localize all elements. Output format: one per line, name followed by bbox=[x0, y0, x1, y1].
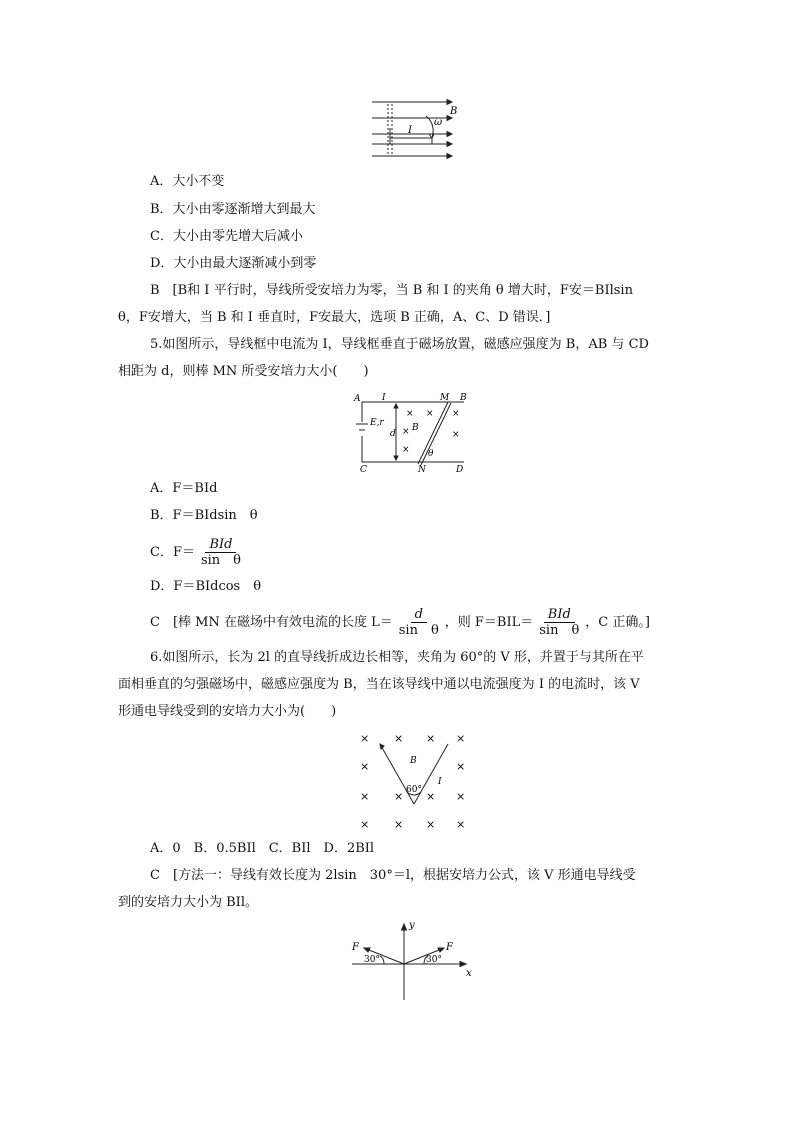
q5-answer-fraction-1 bbox=[395, 607, 443, 638]
q6-fig-cross: × bbox=[360, 760, 370, 773]
q5-fig-label-n: N bbox=[418, 465, 426, 472]
q5-answer-fraction-2 bbox=[535, 607, 583, 638]
q6-force-angle-right: 30° bbox=[426, 955, 442, 965]
q5-stem-line-1: 5.如图所示，导线框中电流为 I，导线框垂直于磁场放置，磁感应强度为 B，AB 与 CD bbox=[150, 337, 649, 352]
q5-answer-post: ，C 正确。] bbox=[585, 615, 650, 630]
q5-fig-cross: × bbox=[452, 430, 460, 440]
q6-fig-label-b: B bbox=[410, 756, 417, 766]
q6-force-label-left: F bbox=[352, 942, 359, 953]
q5-answer-num-1: d bbox=[411, 607, 427, 623]
q4-fig-label-i: I bbox=[408, 125, 412, 136]
q6-fig-cross: × bbox=[360, 790, 370, 803]
q6-stem-line-3: 形通电导线受到的安培力大小为( ) bbox=[118, 704, 337, 719]
q6-answer-line-2: 到的安培力大小为 BIl。 bbox=[118, 895, 258, 910]
q5-fig-label-er: E,r bbox=[370, 418, 384, 428]
q5-option-c-denominator: sin θ bbox=[200, 553, 241, 568]
q5-fig-label-i: I bbox=[382, 393, 386, 403]
q6-force-figure bbox=[342, 918, 474, 1002]
q4-option-a: A．大小不变 bbox=[150, 174, 225, 189]
q5-fig-cross: × bbox=[402, 427, 410, 437]
q4-figure bbox=[368, 98, 464, 162]
q5-fig-label-m: M bbox=[440, 393, 450, 403]
q5-fig-label-b: B bbox=[412, 423, 419, 433]
q4-option-d: D．大小由最大逐渐减小到零 bbox=[150, 256, 317, 271]
q6-fig-cross: × bbox=[360, 818, 370, 831]
q5-option-d: D．F＝BIdcos θ bbox=[150, 579, 262, 594]
q5-answer-pre: C [棒 MN 在磁场中有效电流的长度 L＝ bbox=[150, 615, 393, 630]
q4-answer-line-1: B [B和 I 平行时，导线所受安培力为零，当 B 和 I 的夹角 θ 增大时，F安＝BIlsin bbox=[150, 283, 633, 298]
q6-options: A．0 B．0.5BIl C．BIl D．2BIl bbox=[150, 841, 375, 856]
q6-fig-cross: × bbox=[456, 790, 466, 803]
q6-fig-cross: × bbox=[360, 732, 370, 745]
q6-force-label-right: F bbox=[446, 942, 453, 953]
q4-answer-line-2: θ，F安增大，当 B 和 I 垂直时，F安最大，选项 B 正确，A、C、D 错误．] bbox=[118, 310, 551, 325]
q6-fig-cross: × bbox=[456, 732, 466, 745]
q5-option-c-numerator: BId bbox=[205, 537, 236, 553]
q4-fig-label-b: B bbox=[450, 106, 458, 117]
q6-fig-label-angle: 60° bbox=[406, 785, 422, 795]
q5-fig-cross: × bbox=[426, 409, 434, 419]
q6-stem-line-1: 6.如图所示，长为 2l 的直导线折成边长相等，夹角为 60°的 V 形，并置于与其所在平 bbox=[150, 650, 644, 665]
q6-force-angle-left: 30° bbox=[364, 955, 380, 965]
q4-option-c: C．大小由零先增大后减小 bbox=[150, 229, 303, 244]
q5-answer-mid: ，则 F＝BIL＝ bbox=[444, 615, 534, 630]
q6-answer-line-1: C [方法一：导线有效长度为 2lsin 30°＝l，根据安培力公式，该 V 形通电导线受 bbox=[150, 868, 636, 883]
q6-fig-cross: × bbox=[394, 818, 404, 831]
q6-fig-cross: × bbox=[426, 818, 436, 831]
q5-fig-cross: × bbox=[452, 409, 460, 419]
q6-fig-cross: × bbox=[426, 790, 436, 803]
q5-stem-line-2: 相距为 d，则棒 MN 所受安培力大小( ) bbox=[118, 364, 369, 379]
q5-fig-label-a: A bbox=[354, 394, 361, 404]
q6-force-axis-y: y bbox=[409, 920, 415, 931]
q4-option-b: B．大小由零逐渐增大到最大 bbox=[150, 202, 316, 217]
q5-option-a: A．F＝BId bbox=[150, 481, 218, 496]
q6-stem-line-2: 面相垂直的匀强磁场中，磁感应强度为 B，当在该导线中通以电流强度为 I 的电流时，该 V bbox=[118, 677, 640, 692]
q4-fig-label-omega: ω bbox=[434, 117, 443, 128]
q5-fig-label-b-point: B bbox=[460, 393, 467, 403]
q5-fig-cross: × bbox=[402, 445, 410, 455]
q6-fig-cross: × bbox=[394, 732, 404, 745]
q6-force-axis-x: x bbox=[466, 968, 472, 979]
q5-answer-den-1: sin θ bbox=[398, 623, 439, 638]
q5-option-c-fraction bbox=[197, 537, 245, 568]
q6-fig-cross: × bbox=[456, 760, 466, 773]
q5-option-b: B．F＝BIdsin θ bbox=[150, 508, 258, 523]
q6-figure bbox=[352, 728, 476, 832]
q5-fig-label-d-point: D bbox=[456, 465, 464, 472]
q6-fig-cross: × bbox=[394, 790, 404, 803]
q5-fig-cross: × bbox=[406, 409, 414, 419]
q6-fig-cross: × bbox=[456, 818, 466, 831]
q6-fig-cross: × bbox=[426, 732, 436, 745]
q5-answer-den-2: sin θ bbox=[539, 623, 580, 638]
q5-option-c-prefix: C．F＝ bbox=[150, 545, 195, 560]
q5-answer-num-2: BId bbox=[544, 607, 575, 623]
q5-figure bbox=[352, 392, 476, 472]
q6-fig-label-i: I bbox=[438, 777, 442, 787]
q5-fig-label-c: C bbox=[360, 465, 367, 472]
q5-option-c bbox=[150, 534, 247, 572]
q5-answer bbox=[150, 604, 650, 642]
q5-fig-label-d: d bbox=[390, 429, 396, 439]
q5-fig-label-theta: θ bbox=[428, 449, 434, 459]
